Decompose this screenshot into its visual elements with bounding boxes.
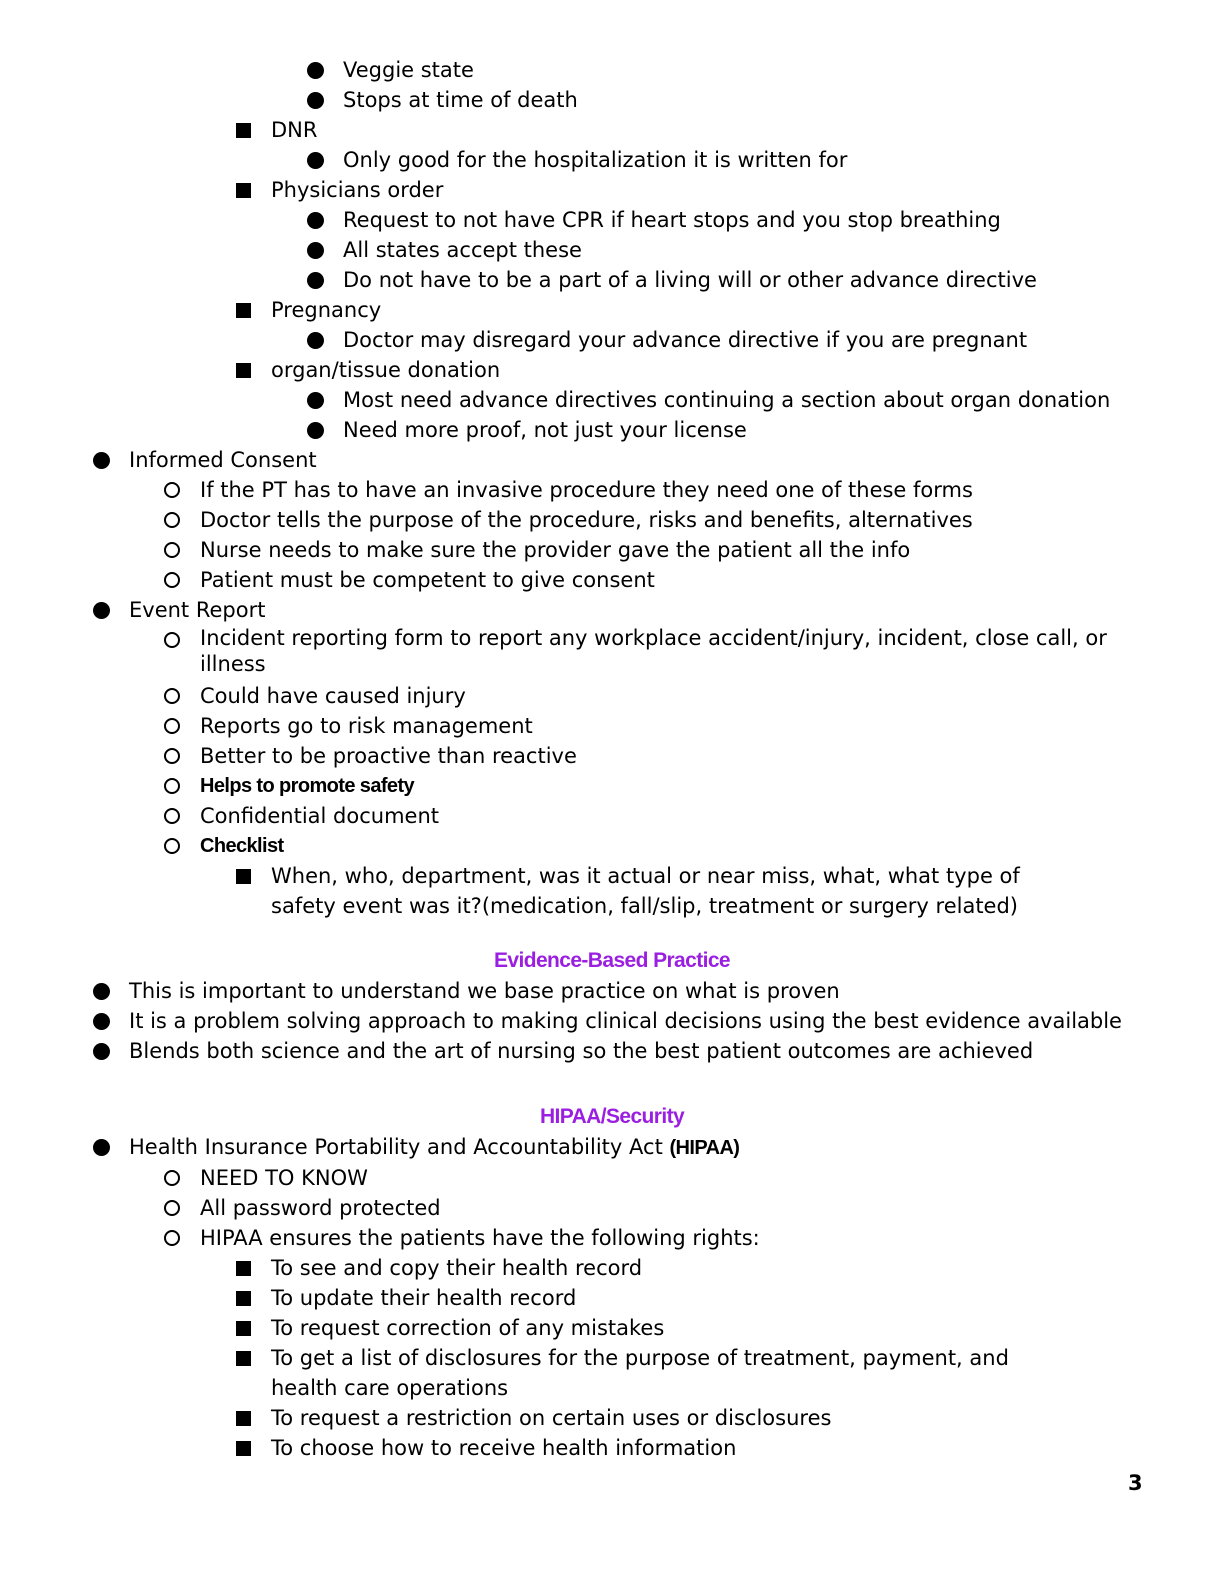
list-item (0, 771, 1224, 801)
list-item (0, 295, 1224, 325)
hipaa-item (0, 1132, 1224, 1163)
list-item-text: Could have caused injury (200, 684, 466, 708)
list-item-text: Stops at time of death (343, 88, 578, 112)
list-item (0, 625, 1154, 681)
bullet-circle-icon (164, 778, 180, 794)
list-item (0, 1036, 1224, 1066)
list-item (0, 711, 1224, 741)
list-item-text: Helps to promote safety (200, 775, 415, 797)
list-item-text: NEED TO KNOW (200, 1166, 368, 1190)
list-item (0, 861, 1064, 921)
document-body (0, 55, 1224, 1463)
bullet-dot-icon (307, 422, 324, 439)
list-item-text: Reports go to risk management (200, 714, 533, 738)
list-item (0, 565, 1224, 595)
list-item-text: Blends both science and the art of nursing so the best patient outcomes are achieved (129, 1039, 1034, 1063)
bullet-circle-icon (164, 748, 180, 764)
list-item-text: Physicians order (271, 178, 444, 202)
list-item-text: Request to not have CPR if heart stops and you stop breathing (343, 208, 1001, 232)
bullet-dot-icon (307, 212, 324, 229)
section-heading-ebp: Evidence-Based Practice (494, 949, 730, 972)
list-item (0, 205, 1224, 235)
list-item-text: Nurse needs to make sure the provider gave the patient all the info (200, 538, 911, 562)
informed-consent-title: Informed Consent (129, 448, 317, 472)
list-item (0, 55, 1224, 85)
list-item-text: If the PT has to have an invasive procedure they need one of these forms (200, 478, 973, 502)
list-item-text: All password protected (200, 1196, 441, 1220)
list-item (0, 831, 1224, 861)
list-item (0, 535, 1224, 565)
event-report-title: Event Report (129, 598, 266, 622)
list-item (0, 1313, 1224, 1343)
bullet-square-icon (236, 1411, 251, 1426)
bullet-dot-icon (93, 602, 110, 619)
bullet-dot-icon (307, 92, 324, 109)
list-item (0, 1193, 1224, 1223)
bullet-dot-icon (93, 452, 110, 469)
list-item (0, 85, 1224, 115)
list-item (0, 355, 1224, 385)
bullet-circle-icon (164, 838, 180, 854)
bullet-square-icon (236, 1261, 251, 1276)
hipaa-title-bold: (HIPAA) (669, 1137, 740, 1159)
list-item-text: All states accept these (343, 238, 582, 262)
spacer (0, 921, 1224, 946)
list-item-text: To choose how to receive health information (271, 1436, 737, 1460)
list-item-text: DNR (271, 118, 318, 142)
list-item-text: Checklist (200, 835, 284, 857)
list-item-text: Doctor may disregard your advance directive if you are pregnant (343, 328, 1028, 352)
list-item (0, 801, 1224, 831)
list-item-text: To get a list of disclosures for the purpose of treatment, payment, and health care operations (271, 1346, 1009, 1400)
bullet-square-icon (236, 183, 251, 198)
list-item (0, 1343, 1054, 1403)
bullet-circle-icon (164, 632, 180, 648)
list-item-text: Incident reporting form to report any workplace accident/injury, incident, close call, or illness (200, 626, 1107, 676)
bullet-dot-icon (93, 1043, 110, 1060)
event-report-item (0, 595, 1224, 625)
bullet-dot-icon (307, 332, 324, 349)
list-item (0, 1223, 1224, 1253)
list-item-text: Need more proof, not just your license (343, 418, 747, 442)
bullet-dot-icon (307, 242, 324, 259)
list-item-text: To request correction of any mistakes (271, 1316, 665, 1340)
bullet-circle-icon (164, 1200, 180, 1216)
bullet-circle-icon (164, 572, 180, 588)
list-item-text: To request a restriction on certain uses or disclosures (271, 1406, 832, 1430)
list-item (0, 175, 1224, 205)
bullet-dot-icon (307, 392, 324, 409)
bullet-square-icon (236, 1351, 251, 1366)
bullet-square-icon (236, 303, 251, 318)
bullet-square-icon (236, 123, 251, 138)
list-item-text: Better to be proactive than reactive (200, 744, 577, 768)
bullet-circle-icon (164, 808, 180, 824)
bullet-square-icon (236, 1441, 251, 1456)
list-item (0, 265, 1224, 295)
list-item (0, 235, 1224, 265)
list-item-text: When, who, department, was it actual or near miss, what, what type of safety event was it?(medication, fall/slip, treatment or surgery related) (271, 864, 1020, 918)
bullet-square-icon (236, 1291, 251, 1306)
list-item (0, 505, 1224, 535)
list-item-text: Do not have to be a part of a living will or other advance directive (343, 268, 1037, 292)
hipaa-title-text: Health Insurance Portability and Accountability Act (129, 1135, 670, 1159)
list-item (0, 681, 1224, 711)
bullet-dot-icon (307, 152, 324, 169)
spacer (0, 1066, 1224, 1102)
bullet-circle-icon (164, 1230, 180, 1246)
list-item (0, 1253, 1224, 1283)
list-item-text: Veggie state (343, 58, 474, 82)
list-item-text: organ/tissue donation (271, 358, 501, 382)
list-item-text: HIPAA ensures the patients have the following rights: (200, 1226, 760, 1250)
bullet-square-icon (236, 363, 251, 378)
bullet-dot-icon (93, 1139, 110, 1156)
bullet-circle-icon (164, 482, 180, 498)
list-item-text: Only good for the hospitalization it is written for (343, 148, 848, 172)
bullet-circle-icon (164, 542, 180, 558)
list-item-text: Patient must be competent to give consent (200, 568, 655, 592)
list-item (0, 115, 1224, 145)
list-item-text: To see and copy their health record (271, 1256, 643, 1280)
informed-consent-item (0, 445, 1224, 475)
list-item-text: Confidential document (200, 804, 440, 828)
list-item (0, 1163, 1224, 1193)
list-item (0, 1403, 1224, 1433)
bullet-dot-icon (93, 1013, 110, 1030)
list-item (0, 1433, 1224, 1463)
list-item-text: This is important to understand we base practice on what is proven (129, 979, 840, 1003)
bullet-square-icon (236, 869, 251, 884)
list-item (0, 1283, 1224, 1313)
list-item (0, 145, 1224, 175)
hipaa-title (129, 1132, 1224, 1163)
list-item-text: To update their health record (271, 1286, 577, 1310)
bullet-dot-icon (307, 272, 324, 289)
list-item-text: Pregnancy (271, 298, 382, 322)
bullet-circle-icon (164, 718, 180, 734)
list-item-text: Most need advance directives continuing a section about organ donation (343, 388, 1111, 412)
list-item (0, 385, 1224, 415)
bullet-circle-icon (164, 688, 180, 704)
bullet-square-icon (236, 1321, 251, 1336)
list-item (0, 325, 1224, 355)
list-item-text: It is a problem solving approach to making clinical decisions using the best evidence available (129, 1009, 1122, 1033)
list-item (0, 741, 1224, 771)
bullet-dot-icon (93, 983, 110, 1000)
list-item-text: Doctor tells the purpose of the procedure, risks and benefits, alternatives (200, 508, 973, 532)
list-item (0, 976, 1224, 1006)
bullet-dot-icon (307, 62, 324, 79)
section-heading-hipaa: HIPAA/Security (539, 1105, 685, 1128)
list-item (0, 1006, 1224, 1036)
list-item (0, 415, 1224, 445)
bullet-circle-icon (164, 1170, 180, 1186)
page-number: 3 (1128, 1471, 1143, 1495)
bullet-circle-icon (164, 512, 180, 528)
list-item (0, 475, 1224, 505)
